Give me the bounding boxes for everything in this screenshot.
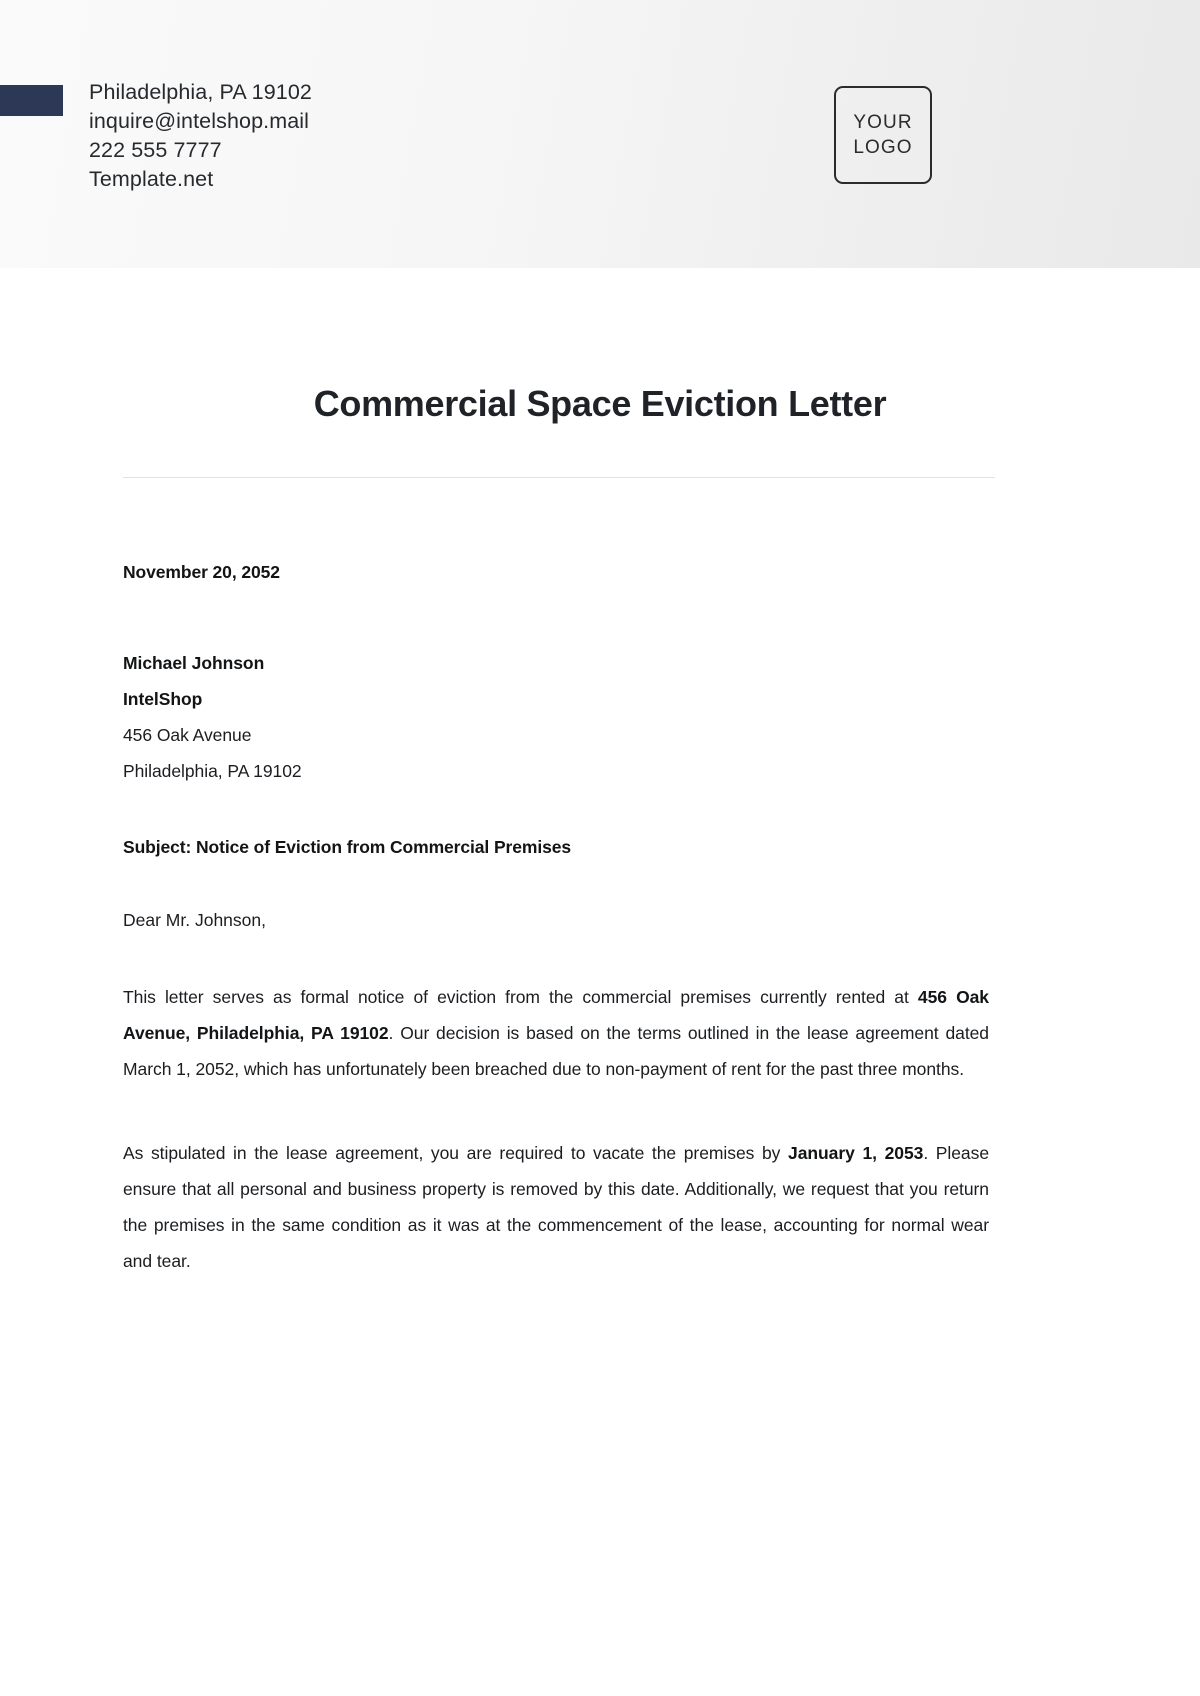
recipient-street: 456 Oak Avenue [123, 725, 252, 745]
paragraph-2-text-part-1: As stipulated in the lease agreement, you are required to vacate the premises by [123, 1143, 789, 1163]
contact-info-block [89, 78, 312, 194]
recipient-address-block [123, 645, 989, 789]
page-title: Commercial Space Eviction Letter [313, 383, 887, 424]
recipient-company: IntelShop [123, 689, 203, 709]
logo-placeholder [834, 86, 932, 184]
paragraph-1-text-part-1: This letter serves as formal notice of eviction from the commercial premises currently rented at [123, 987, 918, 1007]
logo-text-line1: YOUR [853, 112, 913, 133]
body-paragraph-2 [123, 1135, 989, 1279]
contact-line-address: Philadelphia, PA 19102 [89, 80, 312, 104]
paragraph-2-text-part-2: . Please ensure that all personal and business property is removed by this date. Additionally, we request that you return the premises in the same condition as it was at the commencement of the lease, accounting for normal wear and tear. [123, 1143, 989, 1271]
contact-line-phone: 222 555 7777 [89, 138, 222, 162]
logo-text-line2: LOGO [853, 137, 913, 158]
accent-bar-decoration [0, 85, 63, 116]
letterhead-header [0, 0, 1200, 268]
paragraph-2-bold-date: January 1, 2053 [788, 1143, 924, 1163]
recipient-city-state-zip: Philadelphia, PA 19102 [123, 761, 302, 781]
contact-line-email: inquire@intelshop.mail [89, 109, 310, 133]
paragraph-1-bold-address: 456 Oak Avenue, Philadelphia, PA 19102 [123, 987, 989, 1043]
letter-body [123, 562, 989, 1279]
body-paragraph-1 [123, 979, 989, 1087]
recipient-name: Michael Johnson [123, 653, 265, 673]
letter-date: November 20, 2052 [123, 562, 280, 582]
salutation: Dear Mr. Johnson, [123, 910, 266, 930]
subject-line: Subject: Notice of Eviction from Commercial Premises [123, 837, 571, 857]
title-divider [123, 477, 995, 478]
paragraph-1-text-part-2: . Our decision is based on the terms outlined in the lease agreement dated March 1, 2052, which has unfortunately been breached due to non-payment of rent for the past three months. [123, 1023, 989, 1079]
contact-line-website: Template.net [89, 167, 214, 191]
